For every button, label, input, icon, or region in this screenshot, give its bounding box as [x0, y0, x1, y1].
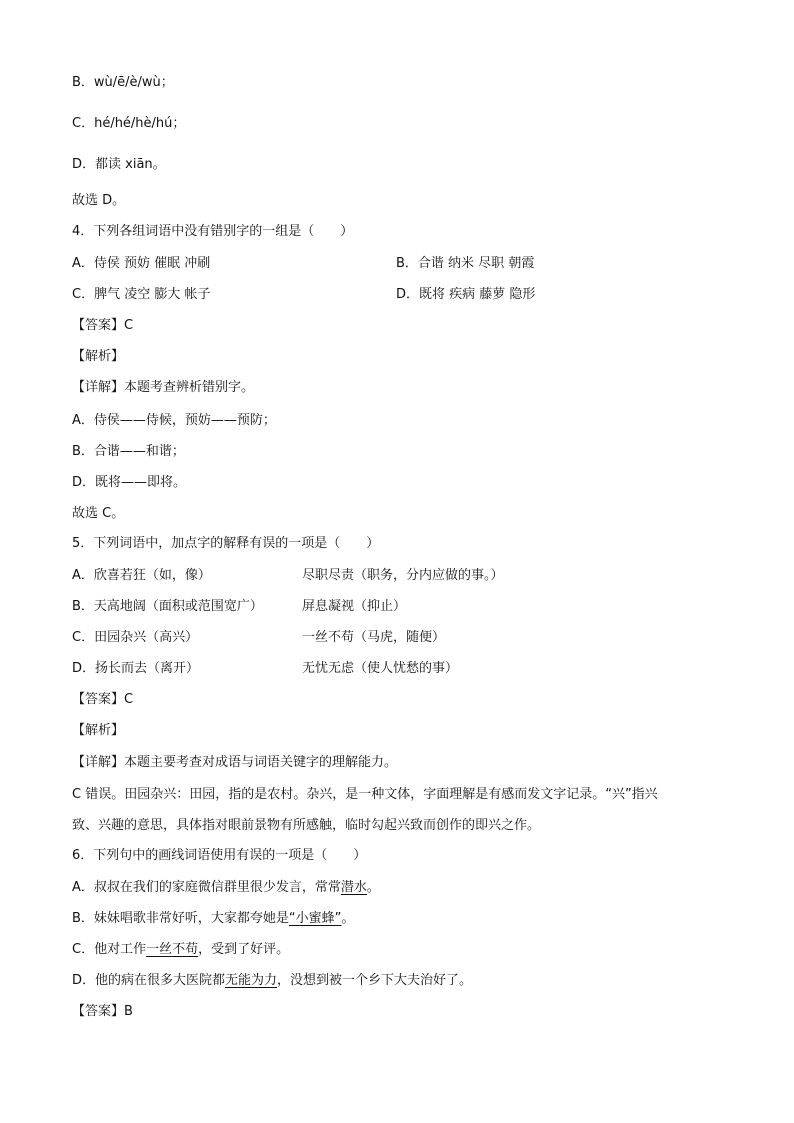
q4-option-c: C．脾气 凌空 膨大 帐子	[72, 287, 211, 302]
q4-item-b: B．合谐——和谐；	[72, 444, 185, 459]
q4-option-b: B．合谐 纳米 尽职 朝霞	[396, 256, 535, 271]
q6-option-b	[72, 910, 354, 928]
q5-stem: 5．下列词语中，加点字的解释有误的一项是（ ）	[72, 536, 380, 551]
q6-option-d-underlined: 无能为力	[225, 973, 278, 988]
q4-item-d: D．既将——即将。	[72, 475, 187, 490]
q6-stem: 6．下列句中的画线词语使用有误的一项是（ ）	[72, 848, 367, 863]
q5-analysis-label: 【解析】	[72, 723, 125, 738]
q6-answer: 【答案】B	[72, 1004, 133, 1019]
q6-option-d-text: D．他的病在很多大医院都	[72, 973, 226, 988]
q6-option-a-text: A．叔叔在我们的家庭微信群里很少发言，常常	[72, 880, 341, 895]
q4-stem: 4．下列各组词语中没有错别字的一组是（ ）	[72, 224, 354, 239]
q5-row-b-right: 屏息凝视（抑止）	[302, 599, 407, 614]
q6-option-a-underlined: 潜水	[340, 880, 367, 895]
prev-option-b: B．wù/ē/è/wù；	[72, 75, 174, 90]
q4-option-a: A．侍侯 预妨 催眠 冲刷	[72, 256, 211, 271]
q6-option-c-end: ，受到了好评。	[198, 942, 290, 957]
q4-answer: 【答案】C	[72, 318, 134, 333]
prev-conclusion: 故选 D。	[72, 193, 126, 208]
q5-row-a-right: 尽职尽责（职务，分内应做的事。）	[302, 568, 504, 583]
q5-row-d-right: 无忧无虑（使人忧愁的事）	[302, 661, 459, 676]
q5-row-a-left: A．欣喜若狂（如，像）	[72, 568, 211, 583]
q4-detail: 【详解】本题考查辨析错别字。	[72, 380, 255, 395]
q6-option-a	[72, 879, 380, 897]
q5-row-c-left: C．田园杂兴（高兴）	[72, 630, 199, 645]
q6-option-b-text: B．妹妹唱歌非常好听，大家都夸她是	[72, 911, 289, 926]
q4-conclusion: 故选 C。	[72, 506, 125, 521]
q6-option-c-underlined: 一丝不苟	[146, 942, 199, 957]
q5-row-d-left: D．扬长而去（离开）	[72, 661, 200, 676]
q5-row-b-left: B．天高地阔（面积或范围宽广）	[72, 599, 263, 614]
q6-option-c	[72, 941, 289, 959]
q5-detail: 【详解】本题主要考查对成语与词语关键字的理解能力。	[72, 755, 398, 770]
q5-explain-line-2: 致、兴趣的意思，具体指对眼前景物有所感触，临时勾起兴致而创作的即兴之作。	[72, 818, 541, 833]
prev-option-d: D．都读 xiān。	[72, 157, 166, 172]
q4-analysis-label: 【解析】	[72, 349, 125, 364]
q6-option-b-end: 。	[341, 911, 355, 926]
q5-answer: 【答案】C	[72, 692, 134, 707]
prev-option-c: C．hé/hé/hè/hú；	[72, 116, 186, 131]
q6-option-c-text: C．他对工作	[72, 942, 147, 957]
q5-row-c-right: 一丝不苟（马虎，随便）	[302, 630, 446, 645]
q5-explain-line-1: C 错误。田园杂兴：田园，指的是农村。杂兴，是一种文体，字面理解是有感而发文字记录。“兴”指兴	[72, 787, 658, 802]
q6-option-a-end: 。	[366, 880, 380, 895]
q6-option-d-end: ，没想到被一个乡下大夫治好了。	[277, 973, 473, 988]
q4-option-d: D．既将 疾病 藤萝 隐形	[396, 287, 536, 302]
q6-option-d	[72, 972, 472, 990]
q4-item-a: A．侍侯——侍候，预妨——预防；	[72, 413, 276, 428]
q6-option-b-underlined: “小蜜蜂”	[288, 911, 342, 926]
